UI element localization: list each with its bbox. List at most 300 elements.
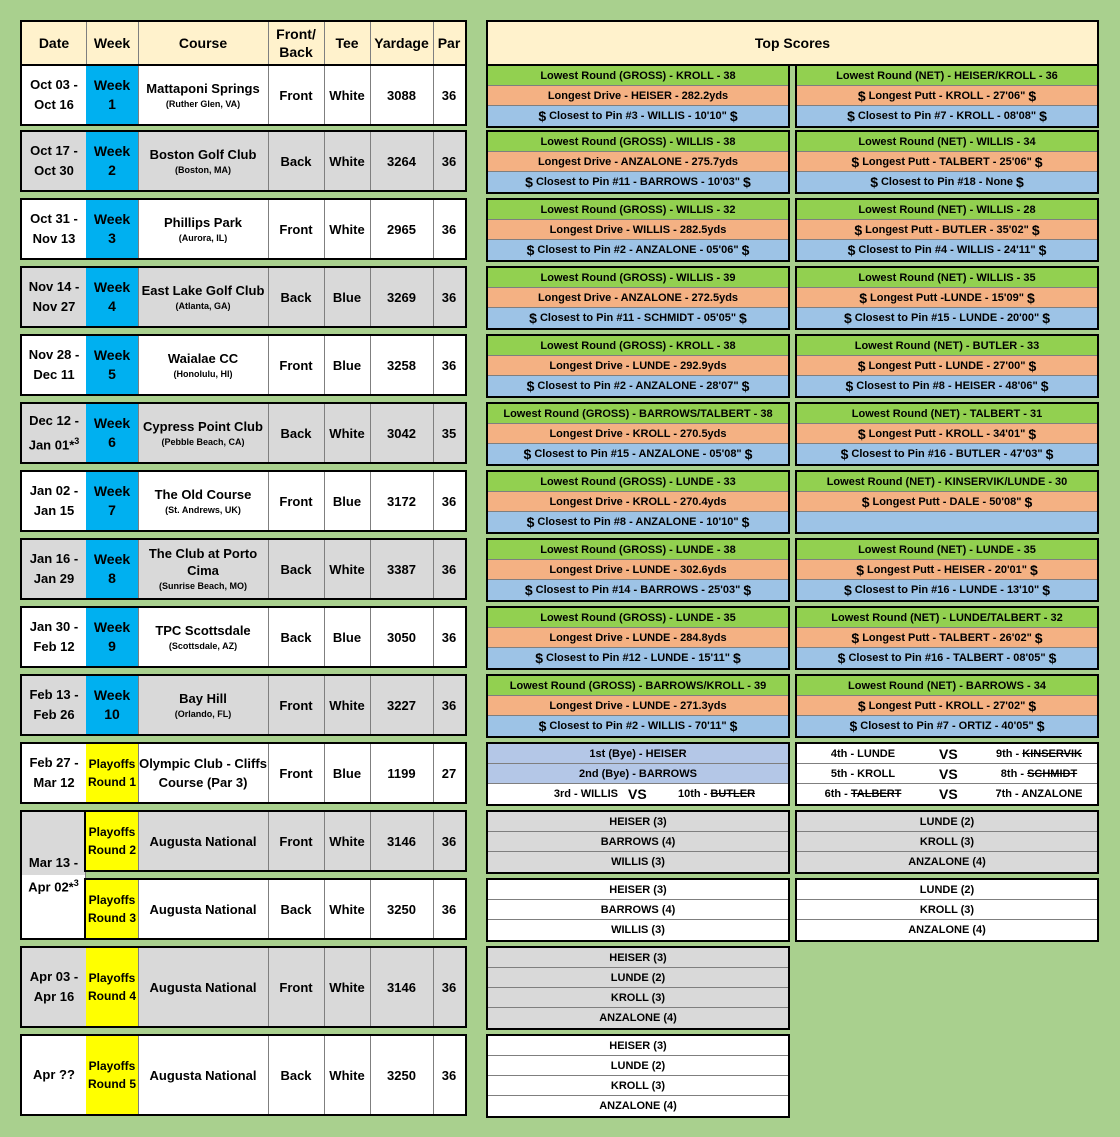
dollar-icon: $: [741, 378, 750, 394]
tee-cell: White: [324, 1036, 371, 1114]
score-line: $ Closest to Pin #3 - WILLIS - 10'10" $: [488, 106, 788, 126]
playoff-group-left: [486, 878, 790, 942]
date-start: Oct 31 -: [30, 211, 78, 226]
dollar-icon: $: [843, 310, 852, 326]
header-course: Course: [138, 22, 269, 64]
score-line: Longest Drive - LUNDE - 292.9yds: [488, 356, 788, 376]
top-scores-gross: [486, 198, 790, 262]
yardage-cell: 2965: [370, 200, 434, 258]
date-cell: [22, 268, 87, 326]
date-cell: [22, 336, 87, 394]
date-end: Jan 29: [33, 571, 75, 586]
par-cell: 36: [441, 153, 457, 169]
score-line: $ Closest to Pin #16 - LUNDE - 13'10" $: [797, 580, 1097, 600]
course-name: Augusta National: [149, 1067, 257, 1083]
vs-label: VS: [939, 765, 958, 782]
score-line: ANZALONE (4): [488, 1096, 788, 1116]
date-end: Jan 01*$^3$: [28, 435, 80, 453]
score-line: $ Longest Putt - KROLL - 27'02" $: [797, 696, 1097, 716]
yardage-cell: 3269: [370, 268, 434, 326]
score-line: Lowest Round (GROSS) - WILLIS - 32: [488, 200, 788, 220]
course-location: (Orlando, FL): [174, 708, 232, 719]
date-cell: [22, 132, 87, 190]
par-cell: 36: [441, 1067, 457, 1083]
score-line: Lowest Round (NET) - BARROWS - 34: [797, 676, 1097, 696]
date-start: Mar 13 -: [28, 854, 79, 870]
week-cell: Playoffs Round 4: [86, 948, 139, 1026]
score-line: Longest Drive - WILLIS - 282.5yds: [488, 220, 788, 240]
dollar-icon: $: [538, 718, 547, 734]
date-cell: [22, 608, 87, 666]
course-location: (Boston, MA): [175, 164, 231, 175]
score-line: 2nd (Bye) - BARROWS: [488, 764, 788, 784]
top-scores-net: [795, 334, 1099, 398]
tee-cell: White: [324, 200, 371, 258]
week-cell: Week 5: [86, 336, 139, 394]
course-cell: [138, 268, 269, 326]
top-scores-gross: [486, 266, 790, 330]
vs-label: VS: [939, 786, 958, 802]
dollar-icon: $: [538, 108, 547, 124]
top-scores-gross: [486, 334, 790, 398]
top-scores-gross: [486, 606, 790, 670]
week-cell: Playoffs Round 3: [86, 880, 139, 938]
yardage-cell: 3088: [370, 66, 434, 124]
dollar-icon: $: [1034, 629, 1043, 646]
course-cell: [138, 66, 269, 124]
date-start: Dec 12 -: [29, 412, 79, 428]
week-cell: Week 4: [86, 268, 139, 326]
dollar-icon: $: [847, 242, 856, 258]
yardage-cell: 3042: [370, 404, 434, 462]
course-name: Boston Golf Club: [149, 146, 257, 162]
dollar-icon: $: [1042, 582, 1051, 598]
schedule-row: [20, 674, 467, 736]
score-line: $ Longest Putt -LUNDE - 15'09" $: [797, 288, 1097, 308]
dollar-icon: $: [526, 514, 535, 530]
course-location: (Pebble Beach, CA): [161, 436, 245, 447]
dollar-icon: $: [857, 357, 866, 374]
schedule-row: [20, 538, 467, 600]
date-end: Dec 11: [33, 367, 75, 382]
dollar-icon: $: [529, 310, 537, 326]
playoff-group-left: [486, 810, 790, 874]
schedule-row: [20, 334, 467, 396]
playoff-final-group: [486, 1034, 790, 1118]
tee-cell: White: [324, 880, 371, 938]
course-cell: [138, 540, 269, 598]
vs-label: VS: [939, 745, 958, 762]
schedule-row: [20, 606, 467, 668]
tee-cell: Blue: [324, 472, 371, 530]
score-line: $ Longest Putt - DALE - 50'08" $: [797, 492, 1097, 512]
dollar-icon: $: [851, 153, 860, 170]
dollar-icon: $: [847, 108, 855, 124]
score-line: Lowest Round (NET) - TALBERT - 31: [797, 404, 1097, 424]
top-scores-gross: [486, 674, 790, 738]
score-line: Lowest Round (GROSS) - KROLL - 38: [488, 66, 788, 86]
dollar-icon: $: [1034, 153, 1043, 170]
top-scores-gross: [486, 130, 790, 194]
score-line: $ Longest Putt - TALBERT - 26'02" $: [797, 628, 1097, 648]
score-line: ANZALONE (4): [488, 1008, 788, 1028]
front-back-cell: Front: [268, 744, 325, 802]
yardage-cell: 3227: [370, 676, 434, 734]
course-location: (Atlanta, GA): [175, 300, 231, 311]
course-cell: [138, 948, 269, 1026]
course-cell: [138, 404, 269, 462]
course-cell: [138, 336, 269, 394]
date-cell: [22, 948, 87, 1026]
tee-cell: White: [324, 132, 371, 190]
score-line: Lowest Round (NET) - BUTLER - 33: [797, 336, 1097, 356]
top-scores-net: [795, 538, 1099, 602]
front-back-cell: Front: [268, 66, 325, 124]
par-cell: 36: [441, 493, 457, 509]
course-name: The Club at Porto Cima: [148, 546, 258, 578]
date-start: Apr ??: [33, 1067, 75, 1082]
header-yardage: Yardage: [370, 22, 434, 64]
course-cell: [138, 200, 269, 258]
top-scores-net: [795, 470, 1099, 534]
score-line: ANZALONE (4): [797, 920, 1097, 940]
date-start: Jan 30 -: [29, 619, 79, 634]
dollar-icon: $: [526, 378, 535, 394]
par-cell: 36: [441, 833, 457, 849]
tee-cell: Blue: [324, 268, 371, 326]
date-cell: [22, 404, 87, 462]
score-line: $ Closest to Pin #14 - BARROWS - 25'03" $: [488, 580, 788, 600]
header-front-back: Front/ Back: [268, 22, 325, 64]
front-back-cell: Front: [268, 948, 325, 1026]
score-line: Longest Drive - KROLL - 270.5yds: [488, 424, 788, 444]
top-scores-net: [795, 674, 1099, 738]
yardage-cell: 1199: [370, 744, 434, 802]
score-line: $ Longest Putt - KROLL - 34'01" $: [797, 424, 1097, 444]
front-back-cell: Front: [268, 812, 325, 870]
tee-cell: White: [324, 404, 371, 462]
score-line: $ Closest to Pin #11 - BARROWS - 10'03" $: [488, 172, 788, 192]
header-week: Week: [86, 22, 139, 64]
dollar-icon: $: [535, 650, 544, 666]
course-location: (Honolulu, HI): [173, 368, 233, 379]
score-line: Longest Drive - HEISER - 282.2yds: [488, 86, 788, 106]
front-back-cell: Back: [268, 608, 325, 666]
score-line: Lowest Round (GROSS) - KROLL - 38: [488, 336, 788, 356]
course-name: Cypress Point Club: [143, 418, 263, 434]
score-line: BARROWS (4): [488, 900, 788, 920]
schedule-row: [20, 266, 467, 328]
course-name: East Lake Golf Club: [141, 282, 265, 298]
score-line: Lowest Round (NET) - WILLIS - 34: [797, 132, 1097, 152]
dollar-icon: $: [1028, 697, 1037, 714]
par-cell: 36: [441, 289, 457, 305]
front-back-cell: Front: [268, 676, 325, 734]
top-scores-net: [795, 266, 1099, 330]
score-line: Lowest Round (GROSS) - WILLIS - 38: [488, 132, 788, 152]
score-line: HEISER (3): [488, 880, 788, 900]
dollar-icon: $: [1030, 561, 1038, 578]
dollar-icon: $: [857, 697, 866, 714]
score-line: Lowest Round (NET) - LUNDE - 35: [797, 540, 1097, 560]
date-start: Oct 03 -: [30, 77, 78, 92]
par-cell: 35: [441, 425, 457, 441]
score-line: HEISER (3): [488, 948, 788, 968]
score-line: HEISER (3): [488, 812, 788, 832]
front-back-cell: Front: [268, 472, 325, 530]
score-line: $ Closest to Pin #2 - ANZALONE - 05'06" $: [488, 240, 788, 260]
date-start: Nov 14 -: [28, 279, 80, 294]
dollar-icon: $: [732, 650, 741, 666]
date-cell: [22, 744, 87, 802]
course-name: Phillips Park: [163, 214, 243, 230]
score-line: $ Longest Putt - TALBERT - 25'06" $: [797, 152, 1097, 172]
score-line: $ Closest to Pin #11 - SCHMIDT - 05'05" $: [488, 308, 788, 328]
course-name: Waialae CC: [167, 350, 239, 366]
schedule-row: [20, 64, 467, 126]
schedule-row: [20, 946, 467, 1028]
score-line: ANZALONE (4): [797, 852, 1097, 872]
date-start: Nov 28 -: [28, 347, 80, 362]
score-line: BARROWS (4): [488, 832, 788, 852]
schedule-row: [20, 402, 467, 464]
course-cell: [138, 608, 269, 666]
score-line: $ Longest Putt - HEISER - 20'01" $: [797, 560, 1097, 580]
dollar-icon: $: [1031, 221, 1040, 238]
score-line: $ Longest Putt - KROLL - 27'06" $: [797, 86, 1097, 106]
score-line: Longest Drive - LUNDE - 302.6yds: [488, 560, 788, 580]
date-cell: [22, 676, 87, 734]
schedule-row: [84, 810, 467, 872]
score-line: 5th - KROLL VS 8th - SCHMIDT: [797, 764, 1097, 784]
score-line: Longest Drive - KROLL - 270.4yds: [488, 492, 788, 512]
date-start: Feb 27 -: [29, 755, 79, 770]
course-location: (Ruther Glen, VA): [165, 98, 241, 109]
schedule-row: [20, 742, 467, 804]
score-line: Lowest Round (GROSS) - LUNDE - 33: [488, 472, 788, 492]
date-end: Apr 02*$^3$: [28, 877, 79, 895]
dollar-icon: $: [741, 242, 750, 258]
score-line: Lowest Round (NET) - WILLIS - 35: [797, 268, 1097, 288]
yardage-cell: 3146: [370, 812, 434, 870]
dollar-icon: $: [743, 174, 751, 190]
score-line: LUNDE (2): [488, 1056, 788, 1076]
top-scores-net: [795, 64, 1099, 128]
playoff-group-right: [795, 810, 1099, 874]
course-name: Augusta National: [149, 979, 257, 995]
course-cell: [138, 676, 269, 734]
score-line: KROLL (3): [488, 988, 788, 1008]
score-line: Lowest Round (NET) - KINSERVIK/LUNDE - 30: [797, 472, 1097, 492]
score-line: Lowest Round (NET) - HEISER/KROLL - 36: [797, 66, 1097, 86]
score-line: Lowest Round (NET) - LUNDE/TALBERT - 32: [797, 608, 1097, 628]
dollar-icon: $: [870, 174, 878, 190]
course-cell: [138, 472, 269, 530]
course-location: (Scottsdale, AZ): [168, 640, 238, 651]
yardage-cell: 3050: [370, 608, 434, 666]
yardage-cell: 3258: [370, 336, 434, 394]
dollar-icon: $: [1028, 87, 1037, 104]
yardage-cell: 3250: [370, 1036, 434, 1114]
course-location: (Sunrise Beach, MO): [158, 581, 248, 591]
score-line: $ Closest to Pin #7 - KROLL - 08'08" $: [797, 106, 1097, 126]
course-name: Bay Hill: [179, 690, 227, 706]
date-end: Apr 16: [33, 989, 75, 1004]
dollar-icon: $: [1024, 493, 1033, 510]
dollar-icon: $: [525, 174, 533, 190]
date-end: Nov 27: [32, 299, 76, 314]
header-date: Date: [22, 22, 87, 64]
date-end: Nov 13: [32, 231, 76, 246]
front-back-cell: Back: [268, 132, 325, 190]
vs-label: VS: [628, 786, 647, 802]
front-back-cell: Back: [268, 268, 325, 326]
top-scores-gross: [486, 538, 790, 602]
date-start: Jan 16 -: [29, 551, 79, 566]
week-cell: Week 1: [86, 66, 139, 124]
course-name: The Old Course: [154, 486, 252, 502]
dollar-icon: $: [849, 718, 858, 734]
score-line: $ Closest to Pin #2 - ANZALONE - 28'07" $: [488, 376, 788, 396]
dollar-icon: $: [729, 108, 738, 124]
score-line: $ Longest Putt - LUNDE - 27'00" $: [797, 356, 1097, 376]
score-line: $ Closest to Pin #16 - BUTLER - 47'03" $: [797, 444, 1097, 464]
score-line: 6th - TALBERT VS 7th - ANZALONE: [797, 784, 1097, 804]
date-end: Feb 12: [33, 639, 75, 654]
front-back-cell: Front: [268, 336, 325, 394]
score-line: KROLL (3): [797, 900, 1097, 920]
header-top-scores: Top Scores: [754, 35, 831, 51]
par-cell: 36: [441, 697, 457, 713]
par-cell: 36: [441, 357, 457, 373]
score-line: LUNDE (2): [488, 968, 788, 988]
week-cell: Week 10: [86, 676, 139, 734]
dollar-icon: $: [1028, 357, 1037, 374]
par-cell: 36: [441, 561, 457, 577]
date-start: Oct 17 -: [30, 143, 78, 158]
score-line: Longest Drive - LUNDE - 284.8yds: [488, 628, 788, 648]
dollar-icon: $: [857, 425, 866, 442]
week-cell: Playoffs Round 2: [86, 812, 139, 870]
score-line: HEISER (3): [488, 1036, 788, 1056]
week-cell: Playoffs Round 5: [86, 1036, 139, 1114]
score-line: $ Closest to Pin #7 - ORTIZ - 40'05" $: [797, 716, 1097, 736]
date-start: Jan 02 -: [29, 483, 79, 498]
date-cell: [22, 66, 87, 124]
score-line: [797, 512, 1097, 532]
top-scores-net: [795, 130, 1099, 194]
dollar-icon: $: [1042, 310, 1051, 326]
par-cell: 36: [441, 221, 457, 237]
score-line: WILLIS (3): [488, 920, 788, 940]
top-scores-gross: [486, 470, 790, 534]
dollar-icon: $: [523, 446, 532, 462]
week-cell: Week 6: [86, 404, 139, 462]
tee-cell: Blue: [324, 608, 371, 666]
week-cell: Playoffs Round 1: [86, 744, 139, 802]
tee-cell: White: [324, 676, 371, 734]
dollar-icon: $: [851, 629, 860, 646]
dollar-icon: $: [857, 87, 866, 104]
score-line: $ Closest to Pin #16 - TALBERT - 08'05" $: [797, 648, 1097, 668]
front-back-cell: Back: [268, 1036, 325, 1114]
score-line: KROLL (3): [488, 1076, 788, 1096]
date-end: Oct 30: [34, 163, 74, 178]
dollar-icon: $: [1026, 289, 1035, 306]
score-line: $ Closest to Pin #15 - LUNDE - 20'00" $: [797, 308, 1097, 328]
dollar-icon: $: [1039, 108, 1047, 124]
schedule-header: [20, 20, 467, 66]
dollar-icon: $: [856, 561, 864, 578]
week-cell: Week 3: [86, 200, 139, 258]
score-line: LUNDE (2): [797, 880, 1097, 900]
tee-cell: Blue: [324, 744, 371, 802]
schedule-row: [84, 878, 467, 940]
front-back-cell: Back: [268, 540, 325, 598]
playoff-bracket-left: [486, 742, 790, 806]
playoff-final-group: [486, 946, 790, 1030]
course-cell: [138, 132, 269, 190]
score-line: 4th - LUNDE VS 9th - KINSERVIK: [797, 744, 1097, 764]
yardage-cell: 3146: [370, 948, 434, 1026]
date-end: Feb 26: [33, 707, 75, 722]
par-cell: 36: [441, 979, 457, 995]
score-line: Lowest Round (GROSS) - LUNDE - 38: [488, 540, 788, 560]
score-line: $ Closest to Pin #2 - WILLIS - 70'11" $: [488, 716, 788, 736]
date-end: Jan 15: [33, 503, 75, 518]
score-line: Lowest Round (GROSS) - WILLIS - 39: [488, 268, 788, 288]
top-scores-net: [795, 198, 1099, 262]
yardage-cell: 3250: [370, 880, 434, 938]
yardage-cell: 3172: [370, 472, 434, 530]
par-cell: 27: [441, 765, 457, 781]
score-line: $ Closest to Pin #12 - LUNDE - 15'11" $: [488, 648, 788, 668]
score-line: LUNDE (2): [797, 812, 1097, 832]
date-cell: [22, 540, 87, 598]
course-cell: [138, 1036, 269, 1114]
dollar-icon: $: [845, 378, 854, 394]
course-location: (Aurora, IL): [178, 232, 228, 243]
tee-cell: White: [324, 540, 371, 598]
score-line: 3rd - WILLIS VS 10th - BUTLER: [488, 784, 788, 804]
tee-cell: Blue: [324, 336, 371, 394]
playoff-group-right: [795, 878, 1099, 942]
dollar-icon: $: [741, 514, 750, 530]
schedule-row: [20, 470, 467, 532]
week-cell: Week 2: [86, 132, 139, 190]
score-line: $ Closest to Pin #18 - None $: [797, 172, 1097, 192]
score-line: Lowest Round (GROSS) - BARROWS/KROLL - 39: [488, 676, 788, 696]
date-start: Apr 03 -: [29, 969, 79, 984]
yardage-cell: 3264: [370, 132, 434, 190]
dollar-icon: $: [524, 582, 533, 598]
score-line: Longest Drive - ANZALONE - 275.7yds: [488, 152, 788, 172]
score-line: Longest Drive - ANZALONE - 272.5yds: [488, 288, 788, 308]
score-line: 1st (Bye) - HEISER: [488, 744, 788, 764]
dollar-icon: $: [854, 221, 863, 238]
dollar-icon: $: [840, 446, 849, 462]
dollar-icon: $: [1016, 174, 1024, 190]
front-back-cell: Front: [268, 200, 325, 258]
dollar-icon: $: [1028, 425, 1037, 442]
score-line: Lowest Round (GROSS) - LUNDE - 35: [488, 608, 788, 628]
week-cell: Week 7: [86, 472, 139, 530]
course-name: TPC Scottsdale: [155, 622, 251, 638]
score-line: Lowest Round (NET) - WILLIS - 28: [797, 200, 1097, 220]
dollar-icon: $: [744, 446, 753, 462]
dollar-icon: $: [739, 310, 747, 326]
dollar-icon: $: [729, 718, 738, 734]
